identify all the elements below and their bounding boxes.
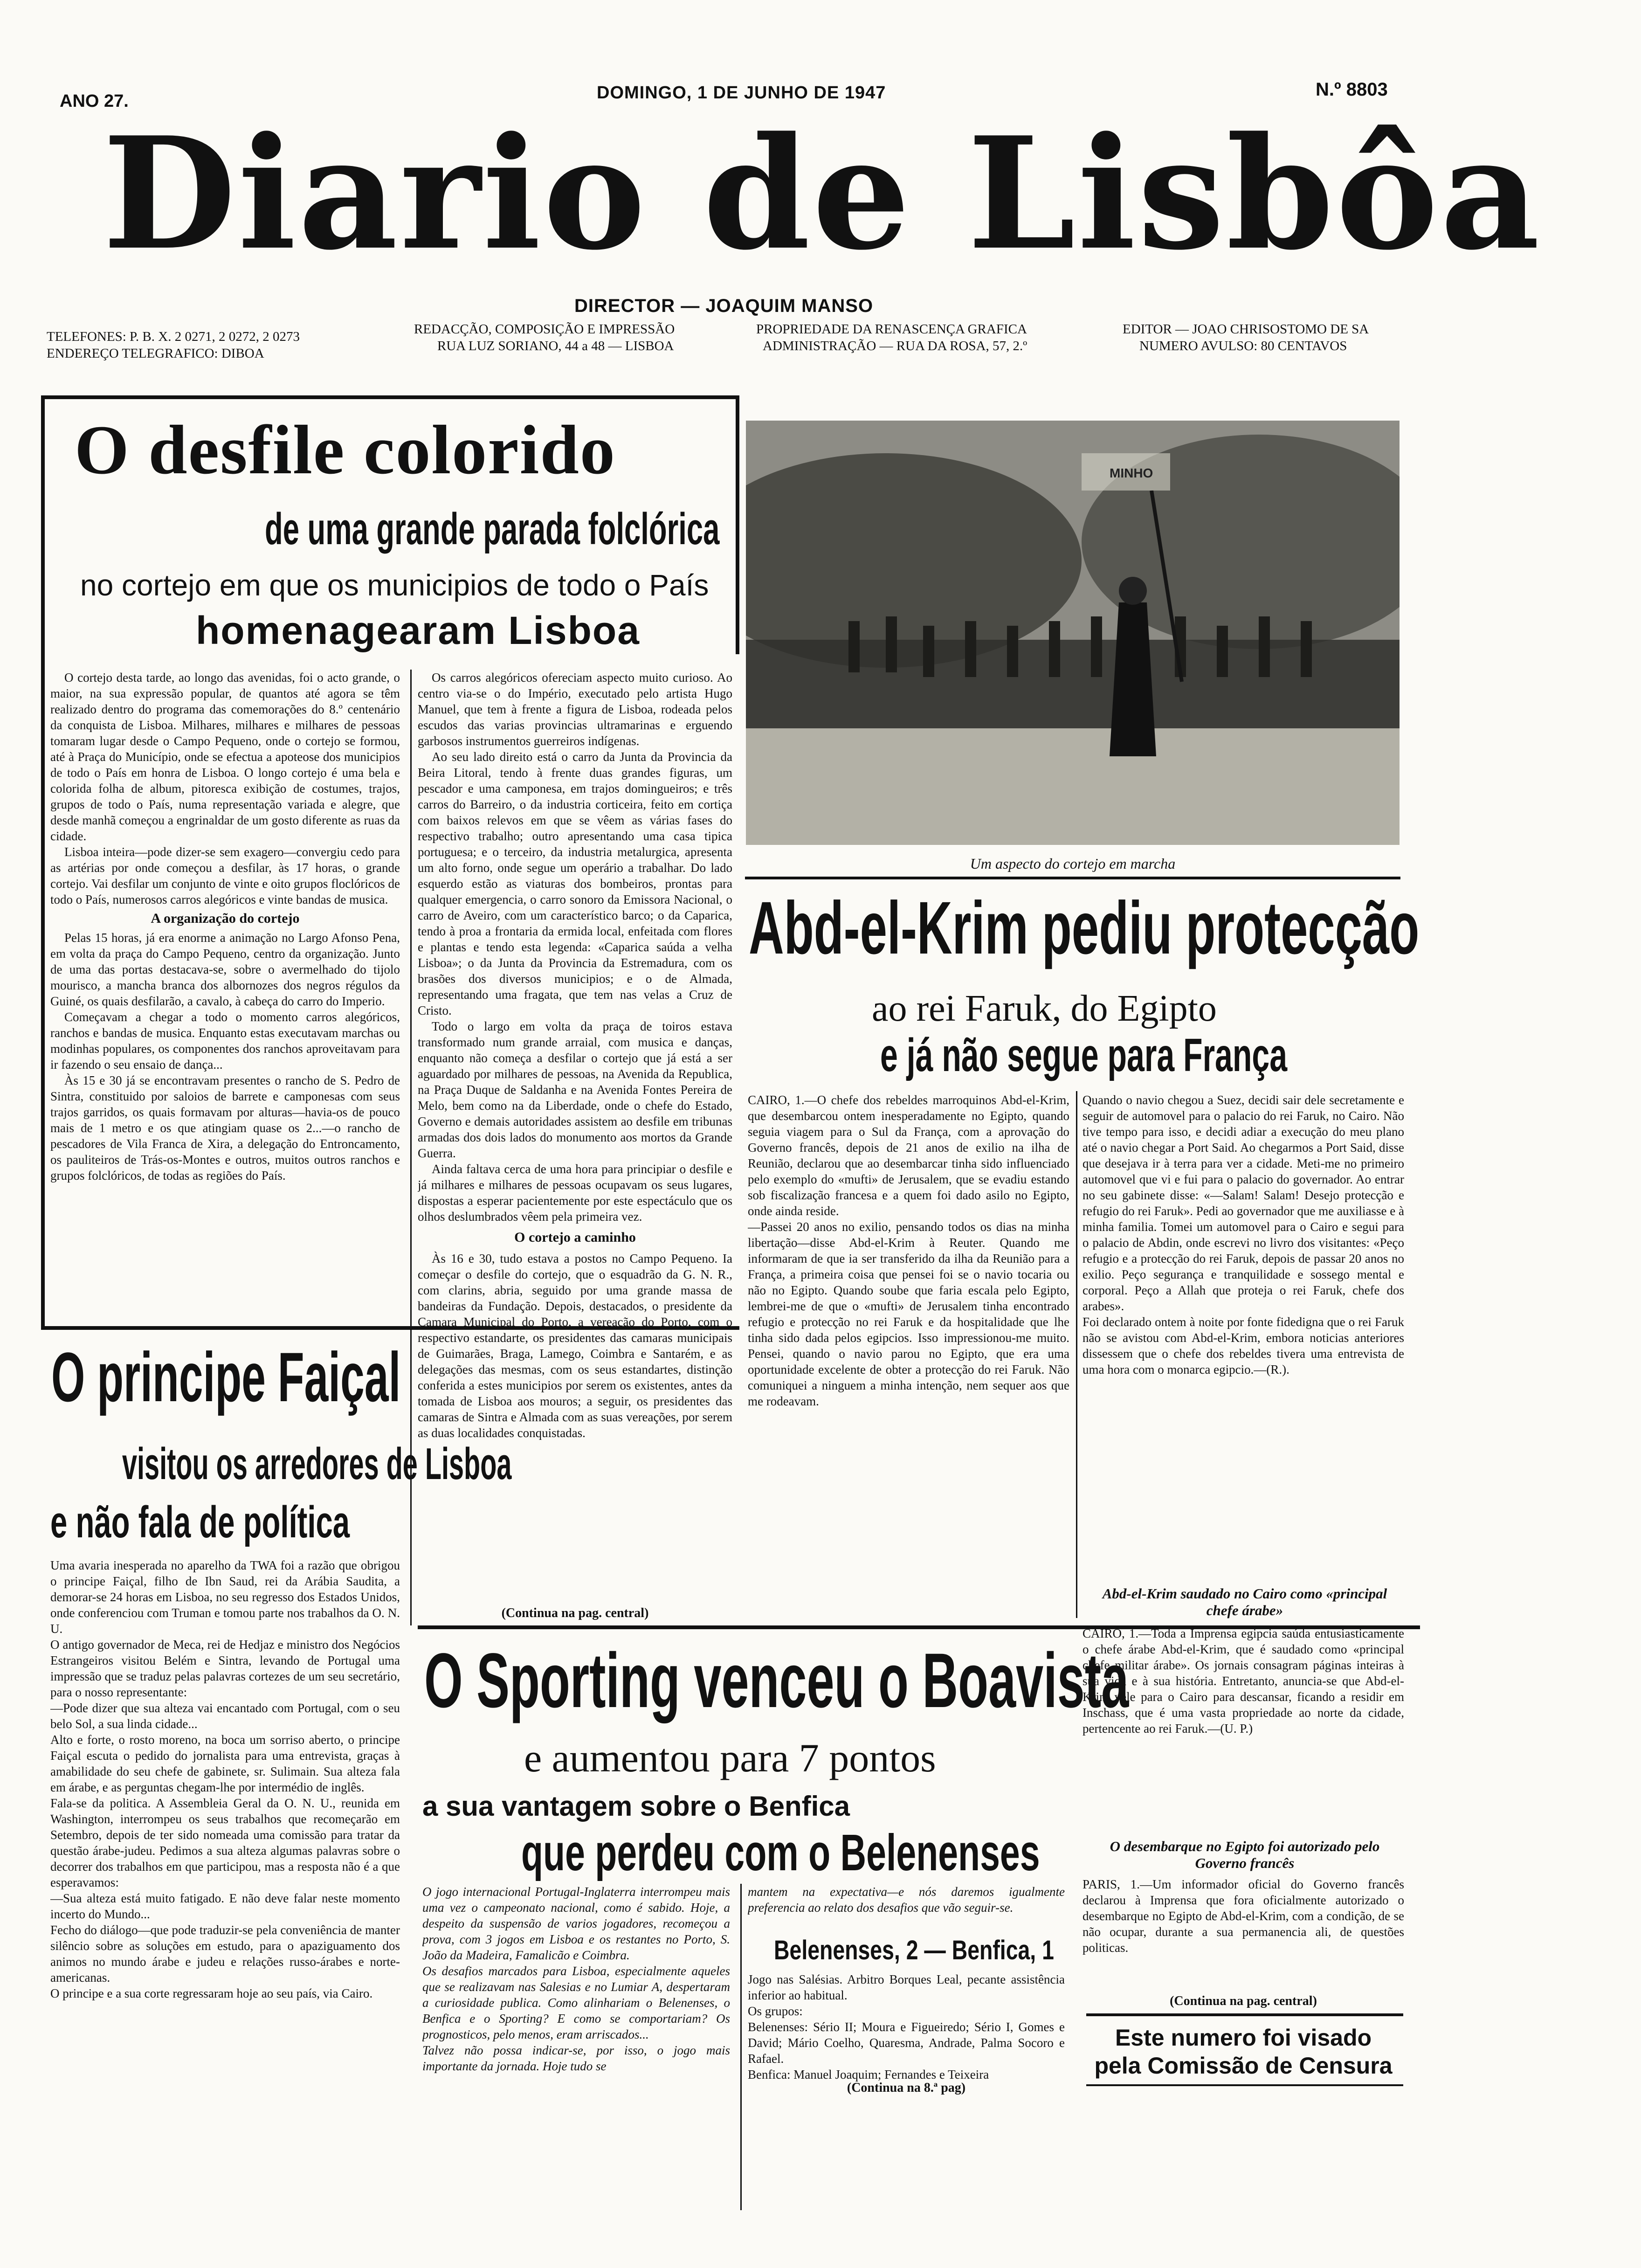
censura-bottom-rule <box>1086 2084 1403 2086</box>
desfile-paragraph: Ainda faltava cerca de uma hora para principiar o desfile e já milhares e milhares de pessoas ocupavam os seus lugares, dispostas a esperar pacientemente por este espectáculo que os olhos deslumbrados vêem pela primeira vez. <box>418 1162 732 1224</box>
sporting-headline: O Sporting venceu o Boavista <box>424 1638 1129 1724</box>
date-line: DOMINGO, 1 DE JUNHO DE 1947 <box>597 83 886 103</box>
box-left-rule <box>41 395 45 1328</box>
director-line: DIRECTOR — JOAQUIM MANSO <box>574 296 874 316</box>
box-top-rule <box>41 395 739 399</box>
faical-deck-2: e não fala de política <box>50 1497 350 1547</box>
krim-continua: (Continua na pag. central) <box>1170 1994 1317 2008</box>
desfile-paragraph: Às 16 e 30, tudo estava a postos no Campo Pequeno. Ia começar o desfile do cortejo, que o esquadrão da G. N. R., com clarins, abria, seguido por uma grande massa de bandeiras da Fundação. Depois, destacados, o presidente da Camara Municipal do Porto, a vereação do Porto, com o respectivo estandarte, os presidentes das camaras municipais de Guimarães, Braga, Lamego, Coimbra e Santarém, e as delegações das mesmas, com os seus estandartes, distinção conferida a estes municipios por serem os existentes, antes da tomada de Lisboa aos mouros; a seguir, os presidentes das camaras de Sintra e Almada com as suas vereações, por serem as duas localidades conquistadas. <box>418 1252 732 1440</box>
desfile-subhead-caminho: O cortejo a caminho <box>514 1230 636 1245</box>
desfile-continua: (Continua na pag. central) <box>501 1606 649 1620</box>
sporting-column-2a: mantem na expectativa—e nós daremos igualmente preferencia ao relato dos desafios que vão seguir-se. <box>748 1885 1065 1915</box>
desfile-paragraph: Todo o largo em volta da praça de toiros estava transformado num grande arraial, com musica e danças, enquanto não começa a desfilar o cortejo que já está a ser aguardado por milhares de pessoas, na Avenida da Republica, na Praça Duque de Saldanha e na Avenida Fontes Pereira de Melo, bem como na da Liberdade, onde o chefe do Estado, Governo e demais autoridades assistem ao desfile em tribunas armadas dos dois lados do monumento aos mortos da Grande Guerra. <box>418 1019 732 1160</box>
property-line-2: ADMINISTRAÇÃO — RUA DA ROSA, 57, 2.º <box>763 339 1027 353</box>
desfile-headline: O desfile colorido <box>75 411 616 489</box>
faical-deck-1: visitou os arredores de Lisboa <box>122 1439 512 1489</box>
desfile-deck-3: homenagearam Lisboa <box>196 608 640 652</box>
desfile-paragraph: Começavam a chegar a todo o momento carros alegóricos, ranchos e bandas de musica. Enquanto estas executavam marchas ou modinhas populares, os componentes dos ranchos aproveitavam para ir fazendo o seu ensaio de dança... <box>50 1010 400 1072</box>
krim-subhead-desembarque: O desembarque no Egipto foi autorizado pelo Governo francês <box>1110 1838 1380 1871</box>
box-right-rule <box>736 395 739 654</box>
desfile-paragraph: Os carros alegóricos ofereciam aspecto muito curioso. Ao centro via-se o do Império, executado pelo artista Hugo Manuel, que tem à frente a figura de Lisboa, rodeada pelos escudos das varias provincias ultramarinas e erguendo garbosos instrumentos guerreiros indígenas. <box>418 671 732 748</box>
desfile-paragraph: Às 15 e 30 já se encontravam presentes o rancho de S. Pedro de Sintra, constituido por saloios de barrete e camponesas com seus trajos garridos, os quais formavam por alturas—havia-os de pouco mais de 1 metro e os que atingiam quase os 2...—o rancho de pescadores de Vila Franca de Xira, a delegação do Entroncamento, os pauliteiros de Trás-os-Montes e outros, muitos outros ranchos e grupos folclóricos, de todas as regiões do País. <box>50 1073 400 1182</box>
redaccao-line-2: RUA LUZ SORIANO, 44 a 48 — LISBOA <box>437 339 674 353</box>
sporting-column-2b: Jogo nas Salésias. Arbitro Borques Leal, pecante assistência inferior ao habitual. Os grupos: Belenenses: Sério II; Moura e Figueiredo; Sério I, Gomes e David; Mário Coelho, Quaresma, Andrade, Palma Socoro e Rafael. Benfica: Manuel Joaquim; Fernandes e Teixeira <box>748 1972 1065 2081</box>
krim-deck-2: e já não segue para França <box>880 1029 1288 1081</box>
issue-number: N.º 8803 <box>1316 79 1388 100</box>
krim-column-2: Quando o navio chegou a Suez, decidi sair dele secretamente e seguir de automovel para o palacio do rei Faruk, no Cairo. Não tive tempo para isso, e decidi adiar a execução do meu plano até o navio chegar a Port Said. Ao chegarmos a Port Said, disse que desejava ir à terra para ver a cidade. Meti-me no primeiro automovel que vi e fui para o palacio do governador. Ao entrar no seu gabinete disse: «—Salam! Salam! Desejo protecção e refugio do rei Faruk». Pedi ao governador que me auxiliasse e à minha familia. Tomei um automovel para o Cairo e segui para o palacio de Abdin, onde escrevi no livro dos visitantes: «Peço refugio e a protecção do rei Faruk, depois de passar 20 anos no exilio. Peço segurança e tranquilidade e sossego mental e corporal. Peço a Allah que proteja o rei Faruk, chefe dos arabes». Foi declarado ontem à noite por fonte fidedigna que o rei Faruk não se avistou com Abd-el-Krim, embora noticias anteriores dissessem que o chefe dos rebeldes tivera uma entrevista de uma hora com o monarca egipcio.—(R.). <box>1083 1093 1404 1376</box>
desfile-paragraph: Lisboa inteira—pode dizer-se sem exagero—convergiu cedo para as artérias por onde começou a desfilar, às 17 horas, o grande cortejo. Vai desfilar um conjunto de vinte e oito grupos floclóricos de todo o País, numerosos carros alegóricos e vinte bandas de musica. <box>50 845 400 906</box>
desfile-column-1 <box>50 670 400 1322</box>
phones-line: TELEFONES: P. B. X. 2 0271, 2 0272, 2 0273 <box>47 329 300 344</box>
sporting-column-1: O jogo internacional Portugal-Inglaterra interrompeu mais uma vez o campeonato nacional, como é sabido. Hoje, a despeito da suspensão de varios jogadores, recomeçou a prova, com 3 jogos em Lisboa e os restantes no Porto, S. João da Madeira, Famalicão e Coimbra. Os desafios marcados para Lisboa, especialmente aqueles que se realizavam nas Salesias e no Lumiar A, despertaram a curiosidade publica. Como alinhariam o Belenenses, o Benfica e o Sporting? E como se comportariam? Os prognosticos, pelo menos, eram arriscados... Talvez não possa indicar-se, por isso, o jogo mais importante da jornada. Hoje tudo se <box>422 1885 730 2073</box>
faical-headline: O principe Faiçal <box>51 1338 401 1416</box>
sporting-continua: (Continua na 8.ª pag) <box>847 2081 966 2095</box>
censura-line-1: Este numero foi visado <box>1115 2025 1372 2051</box>
desfile-deck-2: no cortejo em que os municipios de todo o País <box>80 568 709 602</box>
desfile-paragraph: Pelas 15 horas, já era enorme a animação no Largo Afonso Pena, em volta da praça do Campo Pequeno, centro da organização. Junto de uma das portas destacava-se, sobre o avermelhado do tijolo mourisco, a mancha branca dos albornozes dos negros régulos da Guiné, os quais desfilarão, a cavalo, à cabeça do carro do Imperio. <box>50 931 400 1008</box>
desfile-paragraph: O cortejo desta tarde, ao longo das avenidas, foi o acto grande, o maior, na sua expressão popular, de quantos até agora se têm realizado dentro do programa das comemorações do 8.º centenário da conquista de Lisboa. Milhares, milhares e milhares de pessoas tomaram lugar desde o Campo Pequeno, onde o cortejo se formou, até à Praça do Município, onde se efectua a apoteose dos municipios de todo o País em honra de Lisboa. O longo cortejo é uma bela e colorida folha de album, pitoresca exibição de costumes, trajos, grupos de todo o País, numa representação variada e alegre, que desde manhã começou a engrinaldar de um gosto diferente as ruas da cidade. <box>50 671 400 843</box>
desfile-subhead-organizacao: A organização do cortejo <box>151 911 300 926</box>
krim-column-1: CAIRO, 1.—O chefe dos rebeldes marroquinos Abd-el-Krim, que desembarcou ontem inesperadamente no Egipto, quando seguia viagem para o Sul da França, com a aprovação do Governo francês, depois de 21 anos de exilio na ilha de Reunião, declarou que ao desembarcar tinha sido influenciado pelo exemplo do «mufti» de Jerusalem, que se evadiu estando sob fiscalização francesa e a quem foi dado asilo no Egipto, onde ainda reside. —Passei 20 anos no exilio, pensando todos os dias na minha libertação—disse Abd-el-Krim à Reuter. Quando me informaram de que ia ser transferido da ilha da Reunião para a França, a primeira coisa que pensei foi se o navio tocaria ou não no Egipto. Quando soube que faria escala pelo Egipto, lembrei-me de que o «mufti» de Jerusalem tinha encontrado refugio e protecção no rei Faruk e da hospitalidade que lhe tinha sido dada pelos egipcios. Isso impressionou-me muito. Pensei, quando o navio parou no Egipto, que era uma oportunidade excelente de obter a protecção do rei Faruk. Não comuniquei a ninguem a minha intenção, nem sequer aos que me rodeavam. <box>748 1093 1069 1408</box>
redaccao-line-1: REDACÇÃO, COMPOSIÇÃO E IMPRESSÃO <box>414 322 675 337</box>
photo-sign: MINHO <box>1110 466 1153 480</box>
krim-column-2b: CAIRO, 1.—Toda a Imprensa egipcia saúda entusiasticamente o chefe árabe Abd-el-Krim, que é saudado como «principal chefe militar árabe». Os jornais consagram páginas inteiras à sua vida e à sua história. Entretanto, anuncia-se que Abd-el-Krim vele para o Cairo para descansar, ficando a residir em Inschass, que é uma vasta propriedade ao norte da cidade, pertencente ao rei Faruk.—(U. P.) <box>1083 1626 1404 1736</box>
editor-line-2: NUMERO AVULSO: 80 CENTAVOS <box>1139 339 1347 353</box>
parade-photo-illustration <box>746 421 1400 845</box>
photo-bottom-rule <box>745 877 1400 879</box>
desfile-paragraph: Ao seu lado direito está o carro da Junta da Provincia da Beira Litoral, tendo à frente duas grandes figuras, um pescador e uma camponesa, em trajos domingueiros; e três carros do Barreiro, o da industria corticeira, feito em cortiça com baixos relevos em que se vêem as várias fases do respectivo trabalho; outro apresentando uma casa tipica portuguesa; e o terceiro, da industria metalurgica, apresenta um alto forno, onde segue um operário a trabalhar. Do lado esquerdo estão as viaturas dos bombeiros, prontas para qualquer emergencia, o carro sonoro da Emissora Nacional, o carro de Aveiro, com um característico barco; o da Caparica, tendo à proa a frontaria da ermida local, enfeitada com flores e plantas e tendo esta legenda: «Caparica saúda a velha Lisboa»; o da Junta da Provincia da Estremadura, com os brasões dos diversos municipios; e o de Almada, representando uma fragata, que tem nas velas a Cruz de Cristo. <box>418 750 732 1017</box>
sporting-deck-2: a sua vantagem sobre o Benfica <box>422 1791 850 1822</box>
desfile-deck-1: de uma grande parada folclórica <box>265 504 720 554</box>
year-label: ANO 27. <box>60 91 129 111</box>
column-divider <box>1076 1091 1077 1618</box>
censura-top-rule <box>1086 2013 1403 2016</box>
newspaper-title: Diario de Lisbôa <box>103 103 1542 284</box>
property-line-1: PROPRIEDADE DA RENASCENÇA GRAFICA <box>756 322 1027 337</box>
krim-headline: Abd-el-Krim pediu protecção <box>749 886 1420 969</box>
sporting-deck-1: e aumentou para 7 pontos <box>524 1736 936 1780</box>
krim-deck-1: ao rei Faruk, do Egipto <box>872 988 1217 1029</box>
censura-line-2: pela Comissão de Censura <box>1094 2053 1393 2079</box>
parade-photo <box>746 421 1400 845</box>
editor-line-1: EDITOR — JOAO CHRISOSTOMO DE SA <box>1123 322 1369 337</box>
faical-body: Uma avaria inesperada no aparelho da TWA foi a razão que obrigou o principe Faiçal, filho de Ibn Saud, rei da Arábia Saudita, a demorar-se 24 horas em Lisboa, no seu regresso dos Estados Unidos, onde conferenciou com Truman e tomou parte nos trabalhos da O. N. U. O antigo governador de Meca, rei de Hedjaz e ministro dos Negócios Estrangeiros visitou Belém e Sintra, levando de Portugal uma impressão que se traduz pelas palavras cortezes de um seu secretário, para o nosso representante: —Pode dizer que sua alteza vai encantado com Portugal, com o seu belo Sol, a sua linda cidade... Alto e forte, o rosto moreno, na boca um sorriso aberto, o principe Faiçal escuta o pedido do jornalista para uma entrevista, graças à amabilidade do seu chefe de gabinete, sr. Sulimain. Sua alteza fala em árabe, e as perguntas chegam-lhe por intermédio de inglês. Fala-se da politica. A Assembleia Geral da O. N. U., reunida em Washington, interrompeu os seus trabalhos que recomeçarão em Setembro, depois de ter sido nomeada uma comissão para tratar da questão árabe-judeu. Pedimos a sua alteza algumas palavras sobre o decorrer dos trabalhos em que participou, mas a resposta não é a que esperavamos: —Sua alteza está muito fatigado. E não deve falar neste momento incerto do Mundo... Fecho do diálogo—que pode traduzir-se pela conveniência de manter silêncio sobre as soluções em estudo, para o apaziguamento dos animos no mundo árabe e judeu e relações russo-árabes e norte-americanas. O principe e a sua corte regressaram hoje ao seu país, via Cairo. <box>50 1558 400 2000</box>
krim-column-2c: PARIS, 1.—Um informador oficial do Governo francês declarou à Imprensa que fora oficialmente autorizado o desembarque no Egipto de Abd-el-Krim, com a condição, de se não ocupar, durante a sua permanencia ali, de questões politicas. <box>1083 1877 1404 1955</box>
photo-caption: Um aspecto do cortejo em marcha <box>970 855 1176 872</box>
sporting-deck-3: que perdeu com o Belenenses <box>521 1824 1040 1881</box>
column-divider <box>740 1884 742 2210</box>
sporting-result: Belenenses, 2 — Benfica, 1 <box>774 1935 1054 1965</box>
telegraph-line: ENDEREÇO TELEGRAFICO: DIBOA <box>47 346 264 361</box>
krim-subhead-saudado: Abd-el-Krim saudado no Cairo como «principal chefe árabe» <box>1102 1585 1387 1618</box>
